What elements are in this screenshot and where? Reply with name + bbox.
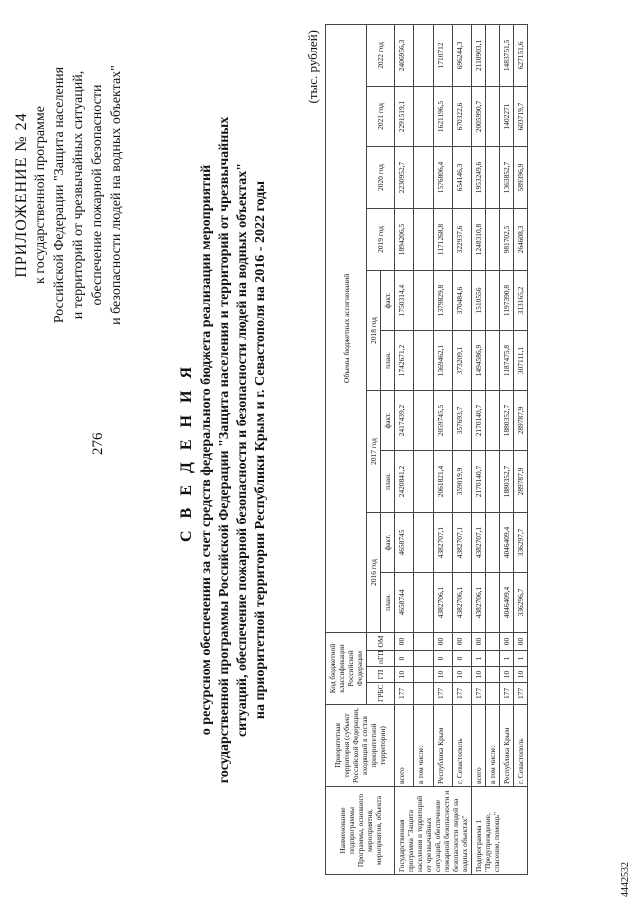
cell-value: 1197390,8 — [500, 270, 514, 330]
cell-om — [414, 632, 433, 650]
cell-value — [414, 572, 433, 632]
cell-value: 4658744 — [395, 572, 414, 632]
cell-value: 603719,7 — [514, 86, 528, 146]
cell-gp — [486, 667, 500, 683]
cell-om: 00 — [395, 632, 414, 650]
document-heading: С В Е Д Е Н И Я — [178, 362, 195, 543]
cell-value: 1621196,5 — [433, 86, 452, 146]
cell-grbs: 177 — [500, 683, 514, 705]
cell-value: 1483751,5 — [500, 24, 514, 86]
cell-value: 2417439,2 — [395, 390, 414, 450]
cell-territory: в том числе: — [486, 705, 500, 787]
cell-value: 2110903,1 — [472, 24, 486, 86]
header-name: Наименование подпрограммы Программы, основного мероприятия, мероприятия, объекта — [326, 787, 395, 875]
cell-value: 2005990,7 — [472, 86, 486, 146]
header-gp: ГП — [367, 667, 395, 683]
cell-value: 1750314,4 — [395, 270, 414, 330]
cell-om: 00 — [472, 632, 486, 650]
cell-value: 654146,3 — [452, 146, 471, 208]
cell-value — [486, 270, 500, 330]
cell-pgp: 1 — [514, 651, 528, 667]
cell-om: 00 — [500, 632, 514, 650]
cell-value: 1894206,5 — [395, 208, 414, 270]
cell-value — [414, 208, 433, 270]
cell-value: 2420841,2 — [395, 450, 414, 512]
cell-value: 589396,9 — [514, 146, 528, 208]
cell-value: 670322,6 — [452, 86, 471, 146]
appendix-line: обеспечение пожарной безопасности — [90, 84, 105, 306]
cell-value: 1880352,7 — [500, 390, 514, 450]
cell-value: 1880352,7 — [500, 450, 514, 512]
cell-value: 1494586,9 — [472, 330, 486, 390]
cell-value: 1379829,8 — [433, 270, 452, 330]
cell-value: 322937,6 — [452, 208, 471, 270]
document-subtitle — [198, 90, 270, 810]
header-plan: план. — [381, 330, 395, 390]
cell-value: 2230952,7 — [395, 146, 414, 208]
cell-value: 370484,6 — [452, 270, 471, 330]
appendix-line: и территорий от чрезвычайных ситуаций, — [71, 70, 86, 320]
header-year-2016: 2016 год — [367, 512, 381, 632]
cell-gp: 10 — [514, 667, 528, 683]
cell-value: 4382707,1 — [433, 512, 452, 572]
table-row — [486, 24, 500, 874]
header-pgp: пГП — [367, 651, 395, 667]
units-label: (тыс. рублей) — [305, 30, 320, 104]
cell-gp: 10 — [500, 667, 514, 683]
table-row — [395, 24, 414, 874]
cell-value: 359019,9 — [452, 450, 471, 512]
cell-value: 2059745,5 — [433, 390, 452, 450]
cell-value — [486, 330, 500, 390]
cell-value: 2170140,7 — [472, 450, 486, 512]
appendix-block — [12, 30, 126, 360]
row-name-cell: Подпрограмма 1 "Предупреждение, спасение, помощь" — [472, 787, 528, 875]
cell-value: 2061821,4 — [433, 450, 452, 512]
header-budget-code: Код бюджетной классификации Российской Федерации — [326, 632, 367, 704]
header-year-2021: 2021 год — [367, 86, 395, 146]
cell-value — [486, 208, 500, 270]
cell-om — [486, 632, 500, 650]
cell-om: 00 — [452, 632, 471, 650]
header-plan: план. — [381, 572, 395, 632]
cell-pgp: 1 — [472, 651, 486, 667]
cell-grbs: 177 — [514, 683, 528, 705]
table-row — [433, 24, 452, 874]
table-row — [414, 24, 433, 874]
cell-value: 1953249,6 — [472, 146, 486, 208]
appendix-line: и безопасности людей на водных объектах" — [109, 65, 124, 325]
page-number: 276 — [90, 432, 106, 455]
table-row — [452, 24, 471, 874]
cell-gp: 10 — [395, 667, 414, 683]
table-row — [514, 24, 528, 874]
cell-grbs: 177 — [395, 683, 414, 705]
cell-value: 289787,9 — [514, 450, 528, 512]
cell-value: 1369462,1 — [433, 330, 452, 390]
cell-value: 264608,3 — [514, 208, 528, 270]
cell-value: 1710712 — [433, 24, 452, 86]
cell-om: 00 — [514, 632, 528, 650]
cell-value — [414, 390, 433, 450]
cell-territory: Республика Крым — [433, 705, 452, 787]
cell-value — [486, 450, 500, 512]
cell-pgp: 1 — [500, 651, 514, 667]
cell-value — [486, 572, 500, 632]
header-year-2022: 2022 год — [367, 24, 395, 86]
cell-value: 1402271 — [500, 86, 514, 146]
cell-gp — [414, 667, 433, 683]
cell-territory: г. Севастополь — [452, 705, 471, 787]
cell-value — [414, 270, 433, 330]
row-name-cell: Государственная программа "Защита населения и территорий от чрезвычайных ситуаций, обеспечение пожарной безопасности и безопасности людей на водных объектах" — [395, 787, 472, 875]
cell-value — [414, 450, 433, 512]
cell-value: 1510556 — [472, 270, 486, 330]
cell-grbs — [486, 683, 500, 705]
cell-value: 313165,2 — [514, 270, 528, 330]
cell-value: 336297,7 — [514, 512, 528, 572]
cell-value — [414, 146, 433, 208]
cell-value: 1171268,8 — [433, 208, 452, 270]
header-year-2017: 2017 год — [367, 390, 381, 512]
cell-value: 4382706,1 — [472, 572, 486, 632]
cell-gp: 10 — [472, 667, 486, 683]
subtitle-line: государственной программы Российской Федерации "Защита населения и территорий от чрезвычайных — [217, 116, 232, 784]
cell-value: 4658745 — [395, 512, 414, 572]
cell-pgp: 0 — [433, 651, 452, 667]
cell-value: 1363852,7 — [500, 146, 514, 208]
cell-gp: 10 — [433, 667, 452, 683]
cell-grbs: 177 — [433, 683, 452, 705]
cell-pgp: 0 — [395, 651, 414, 667]
cell-value: 1187475,8 — [500, 330, 514, 390]
cell-value: 696244,3 — [452, 24, 471, 86]
header-fact: факт. — [381, 512, 395, 572]
cell-value — [486, 86, 500, 146]
budget-table — [325, 24, 528, 875]
header-fact: факт. — [381, 390, 395, 450]
cell-value: 307111,1 — [514, 330, 528, 390]
cell-value: 4382706,1 — [433, 572, 452, 632]
cell-value — [414, 330, 433, 390]
cell-value: 289787,9 — [514, 390, 528, 450]
header-year-2019: 2019 год — [367, 208, 395, 270]
header-volumes: Объемы бюджетных ассигнований — [326, 24, 367, 632]
cell-value: 357693,7 — [452, 390, 471, 450]
cell-value: 4046409,4 — [500, 572, 514, 632]
header-year-2018: 2018 год — [367, 270, 381, 390]
cell-value: 1248310,8 — [472, 208, 486, 270]
appendix-line: Российской Федерации "Защита населения — [52, 66, 67, 324]
cell-value — [486, 24, 500, 86]
cell-value: 2291519,1 — [395, 86, 414, 146]
document-code: 4442532 — [620, 862, 631, 897]
cell-pgp — [414, 651, 433, 667]
appendix-title: ПРИЛОЖЕНИЕ № 24 — [13, 112, 30, 278]
subtitle-line: ситуаций, обеспечение пожарной безопасности и безопасности людей на водных объектах" — [235, 162, 250, 738]
cell-territory: всего — [472, 705, 486, 787]
cell-territory: в том числе: — [414, 705, 433, 787]
header-year-2020: 2020 год — [367, 146, 395, 208]
cell-value: 4382706,1 — [452, 572, 471, 632]
cell-value — [486, 512, 500, 572]
cell-value — [414, 512, 433, 572]
cell-value: 4382707,1 — [452, 512, 471, 572]
cell-value: 981702,5 — [500, 208, 514, 270]
cell-value — [486, 146, 500, 208]
table-row — [500, 24, 514, 874]
header-row — [326, 24, 367, 874]
subtitle-line: на приоритетной территории Республики Крым и г. Севастополя на 2016 - 2022 годы — [253, 180, 268, 720]
cell-value — [414, 24, 433, 86]
cell-pgp: 0 — [452, 651, 471, 667]
cell-value — [414, 86, 433, 146]
cell-grbs: 177 — [452, 683, 471, 705]
header-plan: план. — [381, 450, 395, 512]
cell-value: 1742671,2 — [395, 330, 414, 390]
cell-value: 2406956,3 — [395, 24, 414, 86]
cell-value: 336296,7 — [514, 572, 528, 632]
cell-pgp — [486, 651, 500, 667]
cell-territory: всего — [395, 705, 414, 787]
cell-om: 00 — [433, 632, 452, 650]
cell-territory: Республика Крым — [500, 705, 514, 787]
table-row — [472, 24, 486, 874]
cell-value: 373209,1 — [452, 330, 471, 390]
subtitle-line: о ресурсном обеспечении за счет средств федерального бюджета реализации мероприятий — [199, 164, 214, 736]
cell-value: 1576806,4 — [433, 146, 452, 208]
header-grbs: ГРБС — [367, 683, 395, 705]
header-fact: факт. — [381, 270, 395, 330]
cell-value: 627151,6 — [514, 24, 528, 86]
cell-gp: 10 — [452, 667, 471, 683]
cell-territory: г. Севастополь — [514, 705, 528, 787]
header-om: ОМ — [367, 632, 395, 650]
appendix-line: к государственной программе — [33, 106, 48, 284]
cell-grbs: 177 — [472, 683, 486, 705]
cell-value: 4382707,1 — [472, 512, 486, 572]
cell-value: 4046409,4 — [500, 512, 514, 572]
cell-value: 2170140,7 — [472, 390, 486, 450]
cell-grbs — [414, 683, 433, 705]
header-territory: Приоритетная территория (субъект Российской Федерации, входящий в состав приоритетной территории) — [326, 705, 395, 787]
cell-value — [486, 390, 500, 450]
